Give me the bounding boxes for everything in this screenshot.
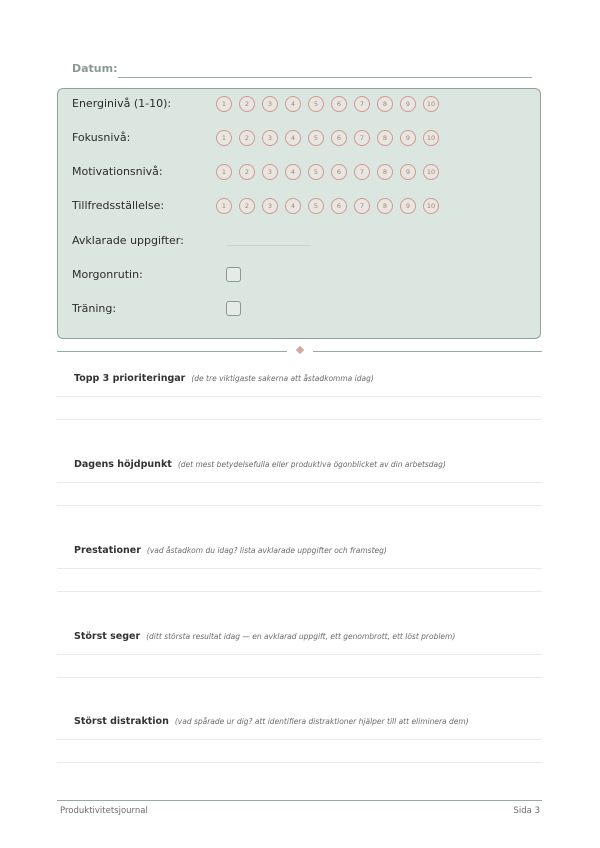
section-title [74,454,446,476]
section-title-text: Störst distraktion [74,716,169,727]
rating-option-5[interactable]: 5 [308,198,324,214]
rating-label: Fokusnivå: [72,131,131,144]
tasks-label: Avklarade uppgifter: [72,234,184,247]
writing-line[interactable] [57,654,542,655]
writing-line[interactable] [57,591,542,592]
section-title-text: Störst seger [74,631,141,642]
section-title-text: Topp 3 prioriteringar [74,373,186,384]
divider-right [313,351,542,352]
rating-option-5[interactable]: 5 [308,164,324,180]
rating-option-8[interactable]: 8 [377,164,393,180]
rating-option-10[interactable]: 10 [423,164,439,180]
rating-label: Tillfredsställelse: [72,199,165,212]
rating-option-8[interactable]: 8 [377,96,393,112]
rating-option-2[interactable]: 2 [239,198,255,214]
rating-option-10[interactable]: 10 [423,130,439,146]
rating-option-1[interactable]: 1 [216,198,232,214]
section-header [57,711,542,733]
daily-tracker-box [57,88,541,339]
tasks-input-line[interactable] [227,245,311,246]
section-header [57,368,542,390]
section-title-text: Dagens höjdpunkt [74,459,172,470]
morning-routine-checkbox[interactable] [226,267,241,282]
writing-line[interactable] [57,482,542,483]
section-hint: (vad åstadkom du idag? lista avklarade uppgifter och framsteg) [146,546,387,555]
rating-option-6[interactable]: 6 [331,198,347,214]
section-hint: (de tre viktigaste sakerna att åstadkomma idag) [191,374,374,383]
writing-line[interactable] [57,505,542,506]
rating-option-7[interactable]: 7 [354,164,370,180]
training-checkbox[interactable] [226,301,241,316]
checkbox-label: Träning: [72,302,117,315]
section-hint: (ditt största resultat idag — en avklarad uppgift, ett genombrott, ett löst problem) [146,632,456,641]
rating-option-8[interactable]: 8 [377,130,393,146]
rating-option-4[interactable]: 4 [285,130,301,146]
writing-line[interactable] [57,568,542,569]
rating-option-6[interactable]: 6 [331,164,347,180]
section-accent-bar [57,626,63,648]
section-title [74,540,387,562]
page-number: Sida 3 [513,806,540,816]
rating-option-7[interactable]: 7 [354,96,370,112]
rating-option-8[interactable]: 8 [377,198,393,214]
section-title [74,368,374,390]
rating-option-3[interactable]: 3 [262,164,278,180]
writing-line[interactable] [57,419,542,420]
date-label: Datum: [72,62,118,75]
rating-option-10[interactable]: 10 [423,96,439,112]
date-row [72,62,532,79]
section-accent-bar [57,454,63,476]
checkbox-row-morning-routine [72,265,272,285]
rating-option-2[interactable]: 2 [239,130,255,146]
checkbox-label: Morgonrutin: [72,268,143,281]
rating-option-1[interactable]: 1 [216,130,232,146]
rating-option-7[interactable]: 7 [354,130,370,146]
divider-left [57,351,287,352]
rating-option-5[interactable]: 5 [308,130,324,146]
section-title-text: Prestationer [74,545,141,556]
rating-option-1[interactable]: 1 [216,96,232,112]
diamond-ornament-icon [296,346,304,354]
rating-option-9[interactable]: 9 [400,164,416,180]
section-title [74,626,455,648]
writing-line[interactable] [57,739,542,740]
rating-option-2[interactable]: 2 [239,96,255,112]
rating-option-6[interactable]: 6 [331,130,347,146]
section-accent-bar [57,540,63,562]
section-title [74,711,469,733]
date-input-line[interactable] [118,77,532,78]
rating-option-7[interactable]: 7 [354,198,370,214]
rating-option-5[interactable]: 5 [308,96,324,112]
rating-label: Motivationsnivå: [72,165,163,178]
footer-title: Produktivitetsjournal [60,806,148,816]
writing-line[interactable] [57,762,542,763]
rating-option-4[interactable]: 4 [285,96,301,112]
section-hint: (vad spårade ur dig? att identifiera distraktioner hjälper till att eliminera dem) [174,717,469,726]
rating-option-9[interactable]: 9 [400,198,416,214]
checkbox-row-training [72,299,272,319]
rating-option-3[interactable]: 3 [262,130,278,146]
section-accent-bar [57,711,63,733]
rating-option-6[interactable]: 6 [331,96,347,112]
tasks-row [72,231,332,251]
writing-line[interactable] [57,677,542,678]
rating-option-2[interactable]: 2 [239,164,255,180]
rating-option-4[interactable]: 4 [285,198,301,214]
rating-option-3[interactable]: 3 [262,198,278,214]
rating-option-9[interactable]: 9 [400,130,416,146]
section-header [57,454,542,476]
rating-option-9[interactable]: 9 [400,96,416,112]
section-header [57,540,542,562]
rating-option-4[interactable]: 4 [285,164,301,180]
footer-divider [57,800,542,801]
rating-option-1[interactable]: 1 [216,164,232,180]
section-header [57,626,542,648]
section-accent-bar [57,368,63,390]
rating-label: Energinivå (1-10): [72,97,172,110]
rating-option-10[interactable]: 10 [423,198,439,214]
section-hint: (det mest betydelsefulla eller produktiva ögonblicket av din arbetsdag) [177,460,446,469]
writing-line[interactable] [57,396,542,397]
rating-option-3[interactable]: 3 [262,96,278,112]
